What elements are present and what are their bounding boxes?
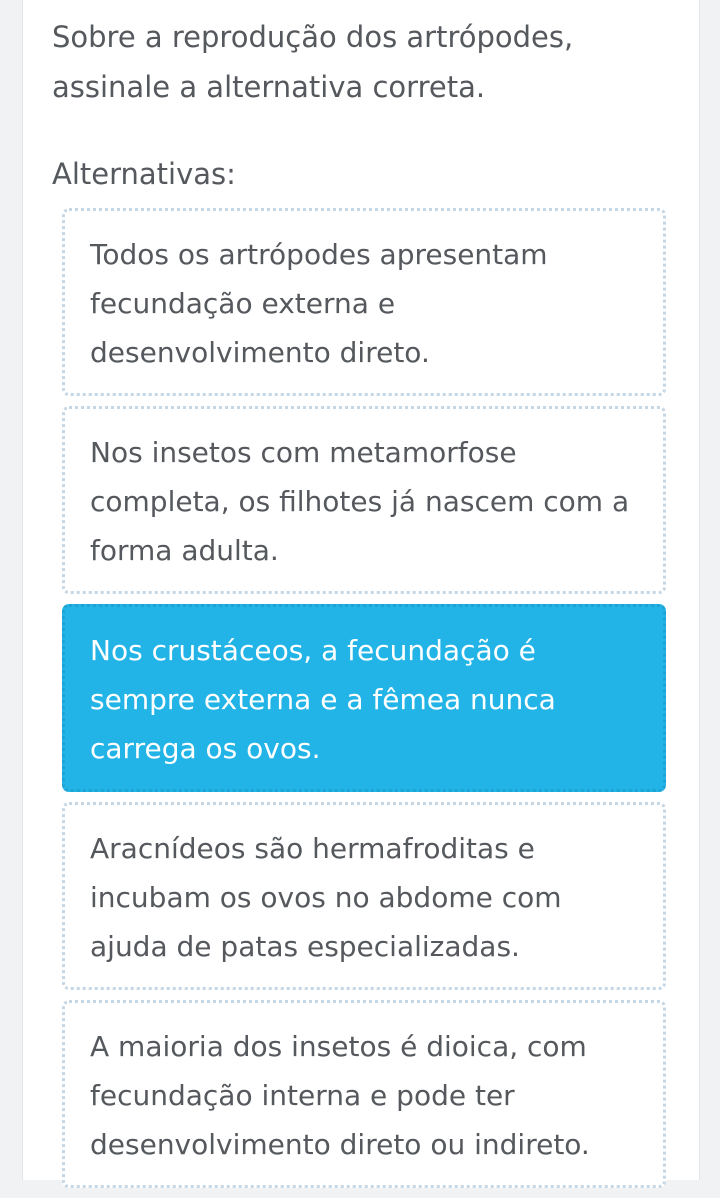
options-list: [62, 208, 666, 1198]
option-d[interactable]: Aracnídeos são hermafroditas e incubam os ovos no abdome com ajuda de patas especializadas.: [62, 802, 666, 990]
option-c-selected[interactable]: Nos crustáceos, a fecundação é sempre externa e a fêmea nunca carrega os ovos.: [62, 604, 666, 792]
option-e[interactable]: A maioria dos insetos é dioica, com fecundação interna e pode ter desenvolvimento direto ou indireto.: [62, 1000, 666, 1188]
question-text: Sobre a reprodução dos artrópodes, assinale a alternativa correta.: [52, 20, 574, 104]
alternatives-heading: Alternativas:: [52, 157, 236, 191]
option-b[interactable]: Nos insetos com metamorfose completa, os filhotes já nascem com a forma adulta.: [62, 406, 666, 594]
option-a[interactable]: Todos os artrópodes apresentam fecundação externa e desenvolvimento direto.: [62, 208, 666, 396]
